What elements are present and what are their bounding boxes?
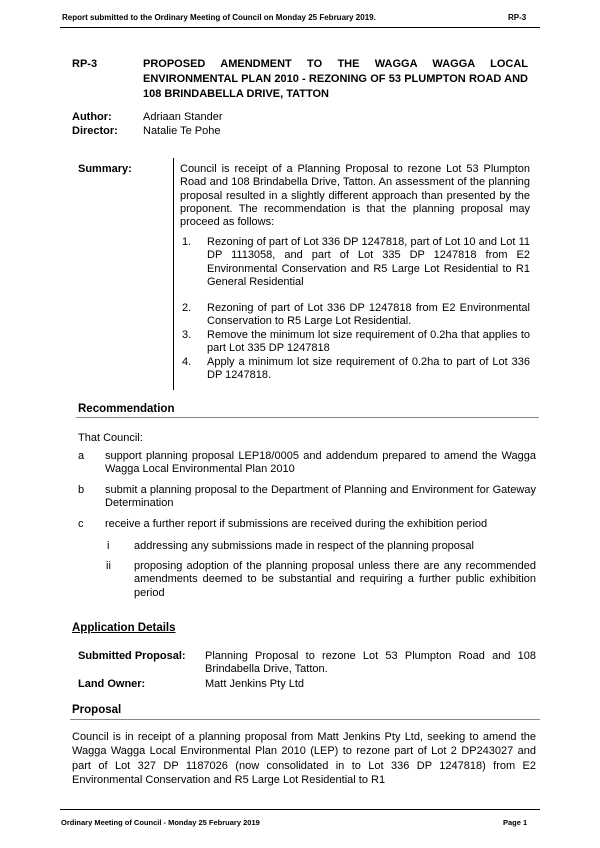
recommendation-item-letter: c xyxy=(78,518,84,530)
director-label: Director: xyxy=(72,125,118,137)
proposal-text: Council is in receipt of a planning proposal from Matt Jenkins Pty Ltd, seeking to amend the Wagga Wagga Local Environmental Plan 2010 (LEP) to rezone part of Lot 2 DP243027 and part of Lot 327 DP 1187026 (now consolidated in to Lot 336 DP 1247818) from E2 Environmental Conservation and R5 Large Lot Residential to R1 xyxy=(72,731,536,786)
recommendation-subitem-numeral: ii xyxy=(106,560,111,572)
summary-label: Summary: xyxy=(78,163,132,175)
recommendation-intro: That Council: xyxy=(78,432,143,444)
running-header-code: RP-3 xyxy=(508,13,527,22)
report-title: PROPOSED AMENDMENT TO THE WAGGA WAGGA LOCAL ENVIRONMENTAL PLAN 2010 - REZONING OF 53 PLUMPTON ROAD AND 108 BRINDABELLA DRIVE, TATTON xyxy=(143,58,528,100)
recommendation-item-letter: b xyxy=(78,484,85,496)
summary-item-number: 1. xyxy=(182,236,192,248)
proposal-rule xyxy=(70,719,540,720)
recommendation-subitem-text: addressing any submissions made in respect of the planning proposal xyxy=(134,540,474,552)
recommendation-item-text: submit a planning proposal to the Department of Planning and Environment for Gateway Determination xyxy=(105,484,536,510)
header-rule xyxy=(60,27,540,28)
recommendation-subitem-text: proposing adoption of the planning proposal unless there are any recommended amendments deemed to be substantial and requiring a further public exhibition period xyxy=(134,560,536,599)
application-heading: Application Details xyxy=(72,622,176,634)
summary-item-number: 2. xyxy=(182,302,192,314)
submitted-proposal-value: Planning Proposal to rezone Lot 53 Plumpton Road and 108 Brindabella Drive, Tatton. xyxy=(205,650,536,676)
summary-item-text: Apply a minimum lot size requirement of 0.2ha to part of Lot 336 DP 1247818. xyxy=(207,356,530,382)
summary-item-text: Rezoning of part of Lot 336 DP 1247818, part of Lot 10 and Lot 11 DP 1113058, and part of Lot 335 DP 1247818 from E2 Environmental Conservation and R5 Large Lot Residential to R1 General Residential xyxy=(207,236,530,288)
page-number: Page 1 xyxy=(503,818,528,827)
running-header: Report submitted to the Ordinary Meeting of Council on Monday 25 February 2019. xyxy=(62,13,376,22)
report-code: RP-3 xyxy=(72,58,98,70)
summary-item-text: Remove the minimum lot size requirement of 0.2ha that applies to part Lot 335 DP 1247818 xyxy=(207,329,530,355)
footer-meeting: Ordinary Meeting of Council - Monday 25 February 2019 xyxy=(61,818,260,827)
summary-divider xyxy=(173,158,174,390)
summary-item-text: Rezoning of part of Lot 336 DP 1247818 from E2 Environmental Conservation to R5 Large Lot Residential. xyxy=(207,302,530,328)
director-name: Natalie Te Pohe xyxy=(143,125,221,137)
recommendation-item-text: support planning proposal LEP18/0005 and addendum prepared to amend the Wagga Wagga Local Environmental Plan 2010 xyxy=(105,450,536,476)
land-owner-label: Land Owner: xyxy=(78,678,146,690)
summary-text: Council is receipt of a Planning Proposal to rezone Lot 53 Plumpton Road and 108 Brindabella Drive, Tatton. An assessment of the planning proposal resulted in a slightly different approach than presented by the proponent. The recommendation is that the planning proposal may proceed as follows: xyxy=(180,163,530,229)
summary-item-number: 4. xyxy=(182,356,192,368)
submitted-proposal-label: Submitted Proposal: xyxy=(78,650,186,662)
summary-item-number: 3. xyxy=(182,329,192,341)
author-label: Author: xyxy=(72,111,112,123)
footer-rule xyxy=(60,809,540,810)
proposal-heading: Proposal xyxy=(72,704,122,716)
recommendation-rule xyxy=(76,417,539,418)
recommendation-item-text: receive a further report if submissions are received during the exhibition period xyxy=(105,518,488,530)
author-name: Adriaan Stander xyxy=(143,111,223,123)
recommendation-subitem-numeral: i xyxy=(107,540,110,552)
recommendation-item-letter: a xyxy=(78,450,85,462)
recommendation-heading: Recommendation xyxy=(78,403,175,415)
land-owner-value: Matt Jenkins Pty Ltd xyxy=(205,678,305,690)
